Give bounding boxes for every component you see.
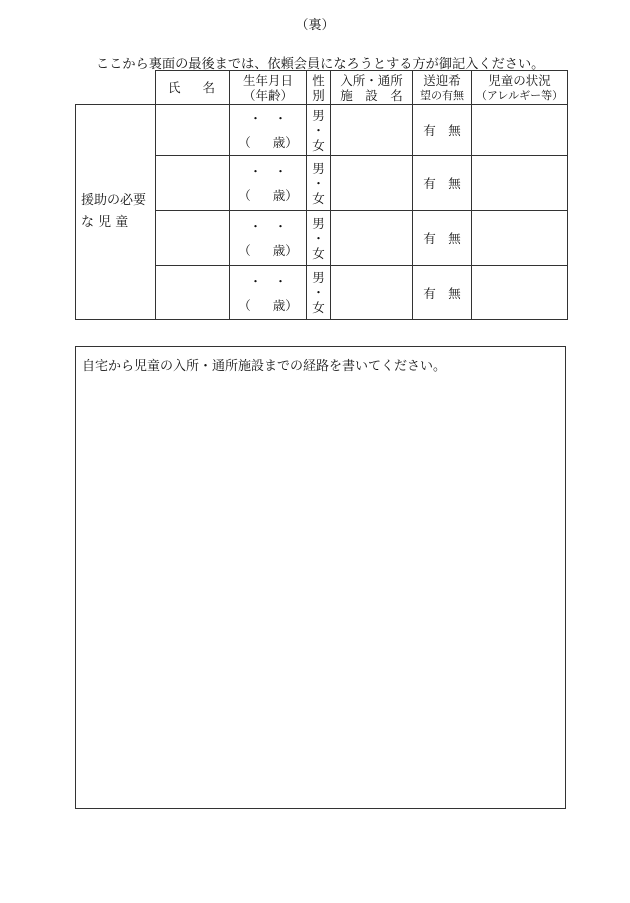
facility-cell[interactable] bbox=[331, 266, 413, 320]
name-cell[interactable] bbox=[156, 105, 230, 156]
pickup-choice[interactable]: 有 無 bbox=[413, 211, 472, 266]
header-facility-1: 入所・通所 bbox=[340, 72, 403, 88]
page-side-label: （裏） bbox=[295, 18, 335, 33]
status-cell[interactable] bbox=[472, 105, 568, 156]
blank-corner bbox=[76, 71, 156, 105]
header-dob bbox=[230, 71, 307, 105]
header-sex bbox=[307, 71, 331, 105]
header-name bbox=[156, 71, 230, 105]
name-cell[interactable] bbox=[156, 211, 230, 266]
sex-separator: ・ bbox=[312, 285, 325, 300]
header-row bbox=[76, 71, 568, 105]
sex-male[interactable]: 男 bbox=[312, 270, 325, 285]
sex-male[interactable]: 男 bbox=[312, 107, 325, 123]
dob-cell[interactable] bbox=[230, 266, 307, 320]
header-dob-1: 生年月日 bbox=[242, 72, 293, 88]
sex-separator: ・ bbox=[312, 175, 325, 191]
side-label bbox=[76, 105, 156, 320]
header-dob-2: （年齢） bbox=[242, 87, 293, 103]
header-pickup-1: 送迎希 bbox=[423, 72, 461, 88]
header-facility-2: 施 設 名 bbox=[340, 87, 403, 103]
header-status-1: 児童の状況 bbox=[488, 72, 551, 88]
facility-cell[interactable] bbox=[331, 211, 413, 266]
header-name-2: 名 bbox=[202, 80, 215, 95]
sex-separator: ・ bbox=[312, 230, 325, 246]
side-label-line2: な 児 童 bbox=[81, 215, 129, 230]
pickup-choice[interactable]: 有 無 bbox=[413, 156, 472, 211]
header-sex-1: 性 bbox=[312, 72, 325, 88]
instruction-text: ここから裏面の最後までは、依頼会員になろうとする方が御記入ください。 bbox=[96, 57, 545, 72]
status-cell[interactable] bbox=[472, 211, 568, 266]
age-field: （ 歳） bbox=[238, 135, 298, 150]
route-label: 自宅から児童の入所・通所施設までの経路を書いてください。 bbox=[82, 359, 447, 374]
pickup-choice[interactable]: 有 無 bbox=[413, 266, 472, 320]
header-name-1: 氏 bbox=[168, 80, 181, 95]
name-cell[interactable] bbox=[156, 156, 230, 211]
sex-cell[interactable] bbox=[307, 211, 331, 266]
age-field: （ 歳） bbox=[238, 188, 298, 203]
sex-separator: ・ bbox=[312, 122, 325, 138]
side-label-line1: 援助の必要 bbox=[81, 193, 147, 208]
dob-cell[interactable] bbox=[230, 211, 307, 266]
facility-cell[interactable] bbox=[331, 156, 413, 211]
status-cell[interactable] bbox=[472, 156, 568, 211]
sex-female[interactable]: 女 bbox=[312, 300, 325, 315]
route-box[interactable] bbox=[75, 346, 566, 809]
sex-male[interactable]: 男 bbox=[312, 160, 325, 176]
header-pickup bbox=[413, 71, 472, 105]
sex-cell[interactable] bbox=[307, 156, 331, 211]
dob-dots: ・ ・ bbox=[249, 111, 287, 126]
name-cell[interactable] bbox=[156, 266, 230, 320]
sex-female[interactable]: 女 bbox=[312, 190, 325, 206]
table-row bbox=[76, 105, 568, 156]
facility-cell[interactable] bbox=[331, 105, 413, 156]
header-status bbox=[472, 71, 568, 105]
header-status-2: （アレルギー等） bbox=[475, 88, 564, 102]
dob-dots: ・ ・ bbox=[249, 164, 287, 179]
sex-male[interactable]: 男 bbox=[312, 215, 325, 231]
dob-dots: ・ ・ bbox=[249, 219, 287, 234]
header-sex-2: 別 bbox=[312, 87, 325, 103]
dob-dots: ・ ・ bbox=[249, 273, 287, 289]
sex-cell[interactable] bbox=[307, 105, 331, 156]
age-field: （ 歳） bbox=[238, 297, 298, 313]
pickup-choice[interactable]: 有 無 bbox=[413, 105, 472, 156]
children-table bbox=[75, 70, 568, 320]
sex-cell[interactable] bbox=[307, 266, 331, 320]
sex-female[interactable]: 女 bbox=[312, 137, 325, 153]
header-facility bbox=[331, 71, 413, 105]
header-pickup-2: 望の有無 bbox=[420, 88, 464, 102]
dob-cell[interactable] bbox=[230, 156, 307, 211]
status-cell[interactable] bbox=[472, 266, 568, 320]
sex-female[interactable]: 女 bbox=[312, 245, 325, 261]
age-field: （ 歳） bbox=[238, 243, 298, 258]
dob-cell[interactable] bbox=[230, 105, 307, 156]
